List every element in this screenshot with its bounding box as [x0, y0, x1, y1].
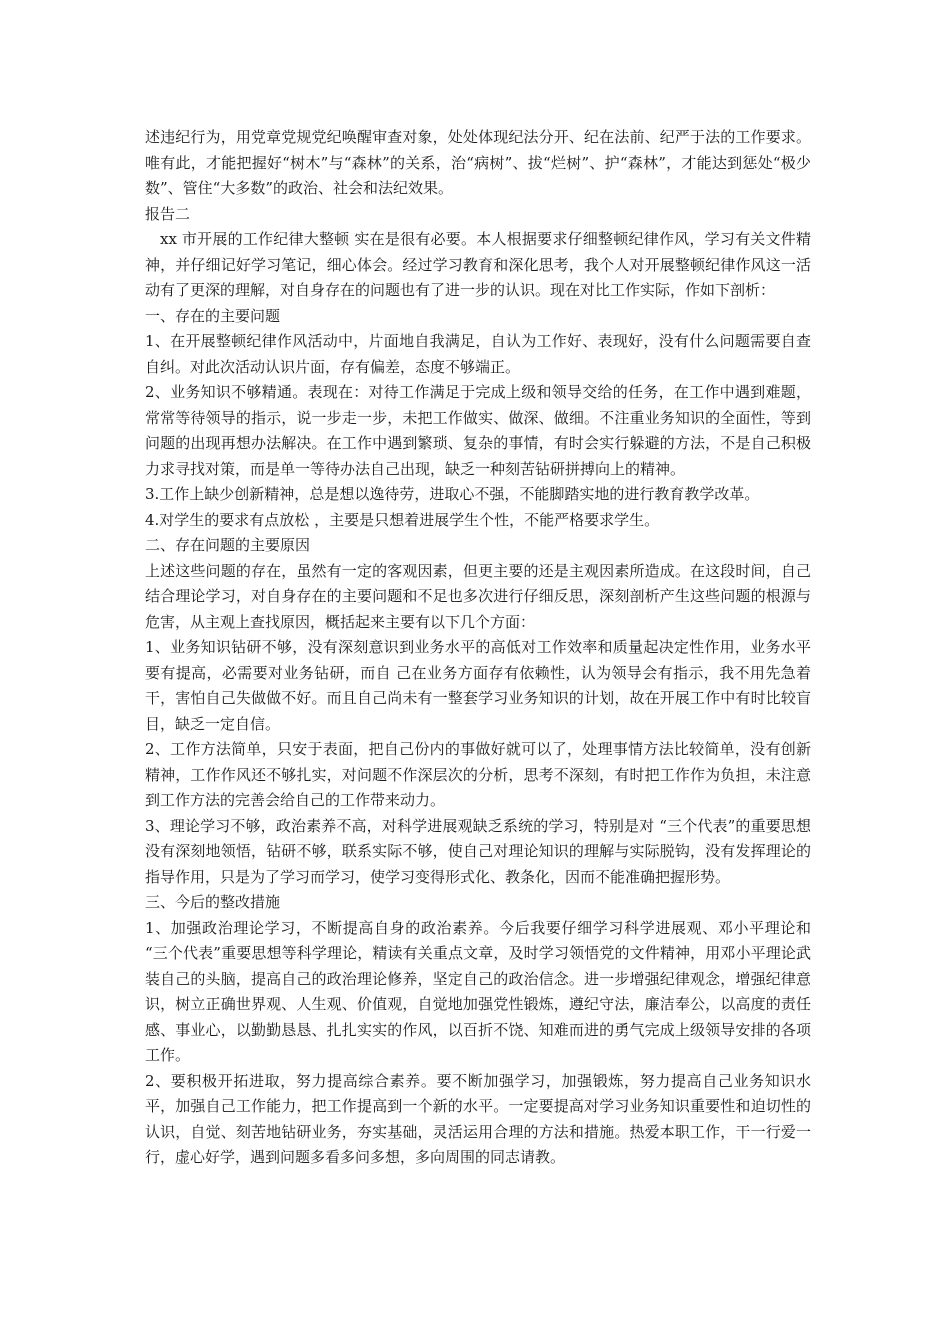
causes-intro: 上述这些问题的存在，虽然有一定的客观因素，但更主要的还是主观因素所造成。在这段时间，自己结合理论学习，对自身存在的主要问题和不足也多次进行仔细反思，深刻剖析产生这些问题的根源与危害，从主观上查找原因，概括起来主要有以下几个方面： — [145, 561, 811, 631]
section-heading-problems: 一、存在的主要问题 — [145, 306, 281, 325]
problem-item-2: 2、业务知识不够精通。表现在：对待工作满足于完成上级和领导交给的任务，在工作中遇到难题，常常等待领导的指示，说一步走一步，未把工作做实、做深、做细。不注重业务知识的全面性，等到问题的出现再想办法解决。在工作中遇到繁琐、复杂的事情，有时会实行躲避的方法，不是自己积极力求寻找对策，而是单一等待办法自己出现，缺乏一种刻苦钻研拼搏向上的精神。 — [145, 383, 811, 478]
cause-item-3: 3、理论学习不够，政治素养不高，对科学进展观缺乏系统的学习，特别是对 “三个代表”的重要思想没有深刻地领悟，钻研不够，联系实际不够，使自己对理论知识的理解与实际脱钩，没有发挥理论的指导作用，只是为了学习而学习，使学习变得形式化、教条化，因而不能准确把握形势。 — [145, 816, 811, 886]
cause-item-2: 2、工作方法简单，只安于表面，把自己份内的事做好就可以了，处理事情方法比较简单，没有创新精神，工作作风还不够扎实，对问题不作深层次的分析，思考不深刻，有时把工作作为负担，未注意到工作方法的完善会给自己的工作带来动力。 — [145, 740, 811, 809]
cause-item-1: 1、业务知识钻研不够，没有深刻意识到业务水平的高低对工作效率和质量起决定性作用，业务水平要有提高，必需要对业务钻研，而自 己在业务方面存有依赖性，认为领导会有指示，我不用先急着干，害怕自己失做做不好。而且自己尚未有一整套学习业务知识的计划，故在开展工作中有时比较盲目，缺乏一定自信。 — [145, 638, 811, 733]
paragraph-continuation: 述违纪行为，用党章党规党纪唤醒审查对象，处处体现纪法分开、纪在法前、纪严于法的工作要求。唯有此，才能把握好“树木”与“森林”的关系，治“病树”、拔“烂树”、护“森林”，才能达到惩处“极少数”、管住“大多数”的政治、社会和法纪效果。 — [145, 128, 811, 197]
section-heading-causes: 二、存在问题的主要原因 — [145, 536, 311, 554]
intro-paragraph: xx 市开展的工作纪律大整顿 实在是很有必要。本人根据要求仔细整顿纪律作风，学习有关文件精神，并仔细记好学习笔记，细心体会。经过学习教育和深化思考，我个人对开展整顿纪律作风这一活动有了更深的理解，对自身存在的问题也有了进一步的认识。现在对比工作实际，作如下剖析： — [145, 230, 811, 299]
section-heading-measures: 三、今后的整改措施 — [145, 893, 281, 911]
problem-item-1: 1、在开展整顿纪律作风活动中，片面地自我满足，自认为工作好、表现好，没有什么问题需要自查自纠。对此次活动认识片面，存有偏差，态度不够端正。 — [145, 332, 811, 376]
problem-item-3: 3.工作上缺少创新精神，总是想以逸待劳，进取心不强，不能脚踏实地的进行教育教学改革。 — [145, 485, 760, 503]
document-page — [145, 125, 811, 1171]
problem-item-4: 4.对学生的要求有点放松 ，主要是只想着进展学生个性，不能严格要求学生。 — [145, 510, 660, 529]
measure-item-1: 1、加强政治理论学习，不断提高自身的政治素养。今后我要仔细学习科学进展观、邓小平理论和 “三个代表”重要思想等科学理论，精读有关重点文章，及时学习领悟党的文件精神，用邓小平理论武装自己的头脑，提高自己的政治理论修养，坚定自己的政治信念。进一步增强纪律观念，增强纪律意识，树立正确世界观、人生观、价值观，自觉地加强党性锻炼，遵纪守法，廉洁奉公，以高度的责任感、事业心，以勤勤恳恳、扎扎实实的作风，以百折不饶、知难而进的勇气完成上级领导安排的各项工作。 — [145, 918, 811, 1064]
measure-item-2: 2、要积极开拓进取，努力提高综合素养。要不断加强学习，加强锻炼，努力提高自己业务知识水平，加强自己工作能力，把工作提高到一个新的水平。一定要提高对学习业务知识重要性和迫切性的认识，自觉、刻苦地钻研业务，夯实基础，灵活运用合理的方法和措施。热爱本职工作，干一行爱一行，虚心好学，遇到问题多看多问多想，多向周围的同志请教。 — [145, 1071, 811, 1166]
report-heading: 报告二 — [145, 204, 191, 223]
